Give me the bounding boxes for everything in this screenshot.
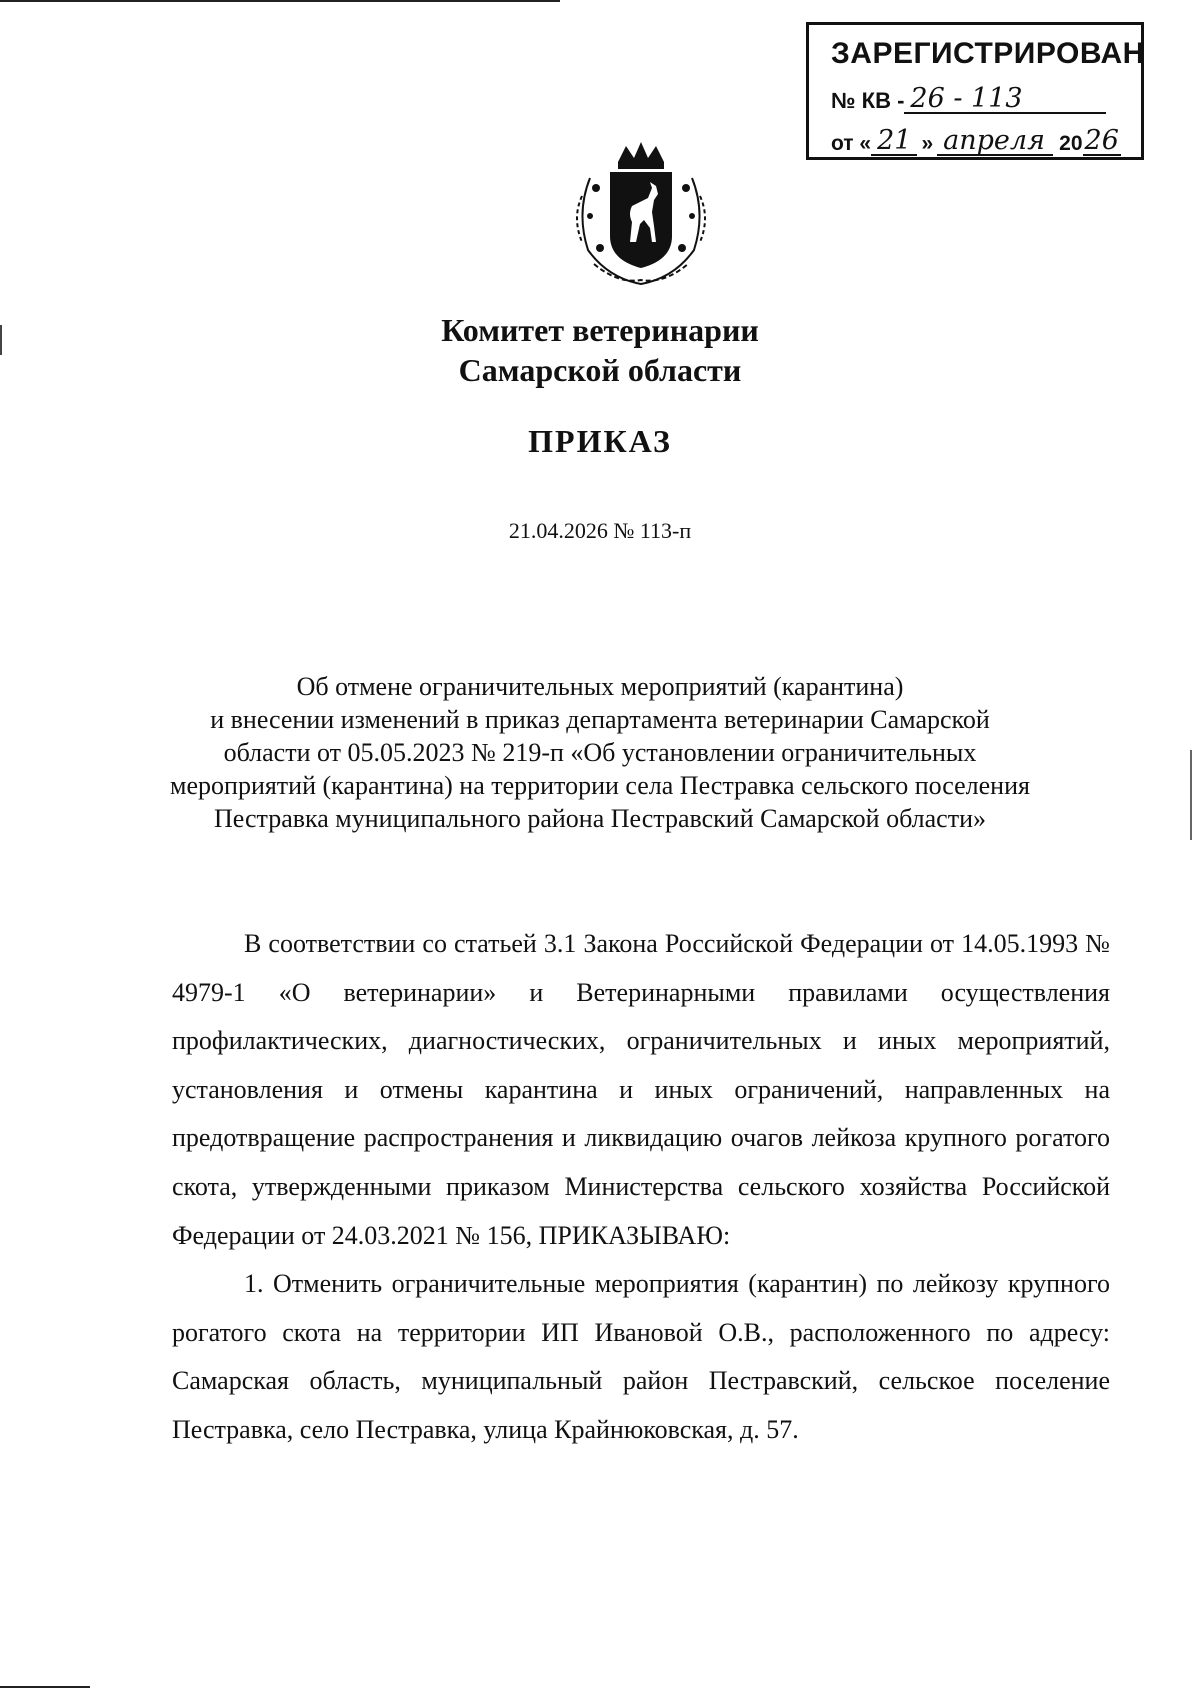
- document-subject: [0, 670, 1200, 835]
- body-item-1: 1. Отменить ограничительные мероприятия (карантин) по лейкозу крупного рогатого скота на территории ИП Ивановой О.В., расположенного по адресу: Самарская область, муниципальный район Пестравский, сельское поселение Пестравка, село Пестравка, улица Крайнюковская, д. 57.: [172, 1269, 1110, 1444]
- registration-stamp: [806, 22, 1144, 160]
- body-preamble: В соответствии со статьей 3.1 Закона Российской Федерации от 14.05.1993 № 4979-1 «О ветеринарии» и Ветеринарными правилами осуществления профилактических, диагностических, ограничительных и иных мероприятий, установления и отмены карантина и иных ограничений, направленных на предотвращение распространения и ликвидацию очагов лейкоза крупного рогатого скота, утвержденными приказом Министерства сельского хозяйства Российской Федерации от 24.03.2021 № 156, ПРИКАЗЫВАЮ:: [172, 929, 1110, 1250]
- document-type: ПРИКАЗ: [528, 423, 672, 459]
- stamp-date-line: [831, 127, 1121, 156]
- stamp-date-month: апреля: [937, 127, 1053, 156]
- stamp-date-mid: »: [921, 132, 934, 155]
- document-date-number: 21.04.2026 № 113-п: [508, 518, 692, 543]
- stamp-date-year-suffix: 26: [1084, 125, 1119, 156]
- stamp-number-value: 26 - 113: [904, 85, 1106, 114]
- document-body: [172, 920, 1110, 1455]
- organization-line-2: Самарской области: [458, 352, 742, 388]
- coat-of-arms-icon: [568, 138, 714, 288]
- organization-line-1: Комитет ветеринарии: [441, 312, 759, 348]
- stamp-title: ЗАРЕГИСТРИРОВАН: [831, 37, 1145, 70]
- scan-edge-top: [0, 0, 560, 2]
- stamp-date-prefix: от «: [831, 132, 872, 155]
- subject-line-3: области от 05.05.2023 № 219-п «Об установлении ограничительных: [223, 738, 977, 767]
- stamp-number-label: № КВ -: [831, 88, 905, 113]
- organization-name: [0, 310, 1200, 390]
- subject-line-4: мероприятий (карантина) на территории села Пестравка сельского поселения: [170, 771, 1030, 800]
- subject-line-5: Пестравка муниципального района Пестравский Самарской области»: [214, 804, 986, 833]
- stamp-date-year-prefix: 20: [1059, 132, 1083, 155]
- scan-edge-bottom: [0, 1686, 90, 1688]
- stamp-number-line: [831, 85, 1106, 114]
- subject-line-2: и внесении изменений в приказ департамента ветеринарии Самарской: [210, 705, 990, 734]
- stamp-date-day: 21: [871, 127, 917, 156]
- subject-line-1: Об отмене ограничительных мероприятий (карантина): [296, 672, 904, 701]
